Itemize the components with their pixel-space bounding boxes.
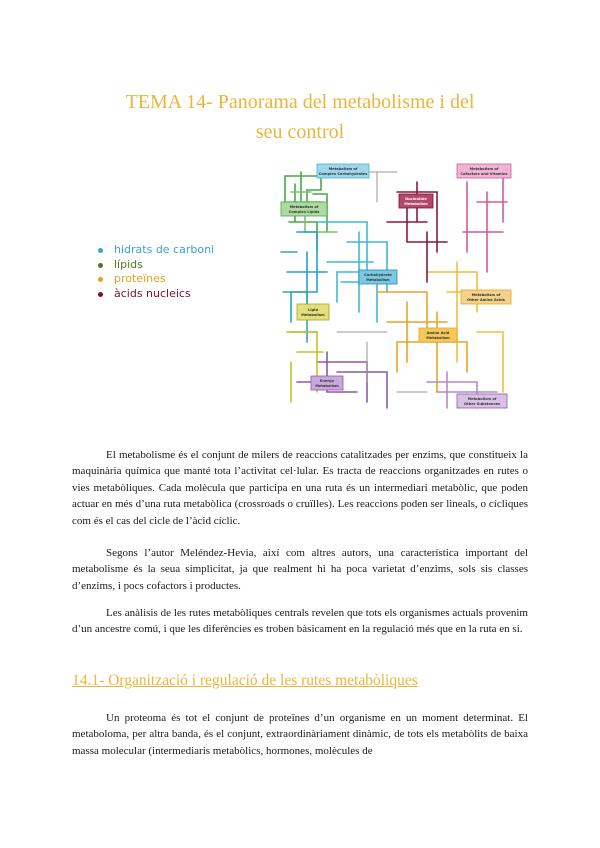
legend-item (98, 243, 214, 258)
map-label: Metabolism (404, 202, 428, 206)
map-label: Metabolism of (467, 397, 497, 401)
title-line-2: seu control (255, 121, 345, 144)
map-label: Carbohydrate (364, 273, 392, 277)
map-label: Complex Carbohydrates (318, 172, 368, 176)
legend-item (98, 258, 214, 273)
map-label: Other Amino Acids (467, 298, 505, 302)
map-label: Metabolism of (469, 167, 499, 171)
map-label: Metabolism of (328, 167, 358, 171)
map-label: Complex Lipids (288, 210, 320, 214)
legend-item (98, 272, 214, 287)
legend-item (98, 287, 214, 302)
body-paragraph-1: El metabolisme és el conjunt de milers de reaccions catalitzades per enzims, que constitueix la maquinària química que manté tota l’activitat cel·lular. Es tracta de reaccions organitzades en rutes o vies metabòliques. Cada molècula que participa en una ruta és un intermediari metabòlic, que poden actuar en més d’una ruta metabòlica (crossroads o cruïlles). Les reaccions poden ser lineals, o cícliques com és el cas del cicle de l’àcid cíclic. (72, 449, 528, 527)
metabolite-legend (98, 243, 214, 301)
map-label: Lipid (308, 308, 318, 312)
map-label: Other Substances (463, 402, 501, 406)
title-line-1: TEMA 14- Panorama del metabolisme i del (125, 91, 475, 114)
map-label: Energy (319, 379, 335, 383)
bullet-dot (98, 263, 103, 268)
body-paragraph-3: Les anàlisis de les rutes metabòliques centrals revelen que tots els organismes actuals provenim d’un ancestre comú, i que les diferències es troben bàsicament en la regulació més que en la ruta en si. (72, 607, 528, 636)
legend-label: proteïnes (114, 272, 166, 286)
metabolic-pathways-map (277, 162, 513, 414)
body-paragraph-2: Segons l’autor Meléndez-Hevia, així com altres autors, una característica important del metabolisme és la seua simplicitat, ja que realment hi ha poca varietat d’enzims, sols sis classes d’enzims, i pocs cofactors i productes. (72, 547, 528, 592)
body-paragraph-4: Un proteoma és tot el conjunt de proteïnes d’un organisme en un moment determinat. El metaboloma, per altra banda, és el conjunt, extraordinàriament dinàmic, de tots els metabòlits de baixa massa molecular (intermediaris metabòlics, hormones, molècules de (72, 712, 528, 757)
map-label: Cofactors and Vitamins (460, 172, 508, 176)
legend-label: àcids nucleics (114, 286, 191, 300)
bullet-dot (98, 292, 103, 297)
map-label: Metabolism of (289, 205, 319, 209)
map-label: Metabolism (366, 278, 390, 282)
legend-label: hidrats de carboni (114, 243, 215, 256)
map-label: Metabolism of (471, 293, 501, 297)
map-label: Amino Acid (426, 331, 450, 335)
page-title (40, 87, 560, 147)
section-heading: 14.1- Organització i regulació de les rutes metabòliques (72, 672, 418, 689)
map-label: Metabolism (301, 313, 325, 317)
legend-label: lípids (114, 257, 143, 271)
bullet-dot (98, 277, 103, 282)
bullet-dot (98, 248, 103, 253)
map-label: Metabolism (426, 336, 450, 340)
map-label: Nucleotide (405, 197, 427, 201)
map-label: Metabolism (315, 384, 339, 388)
